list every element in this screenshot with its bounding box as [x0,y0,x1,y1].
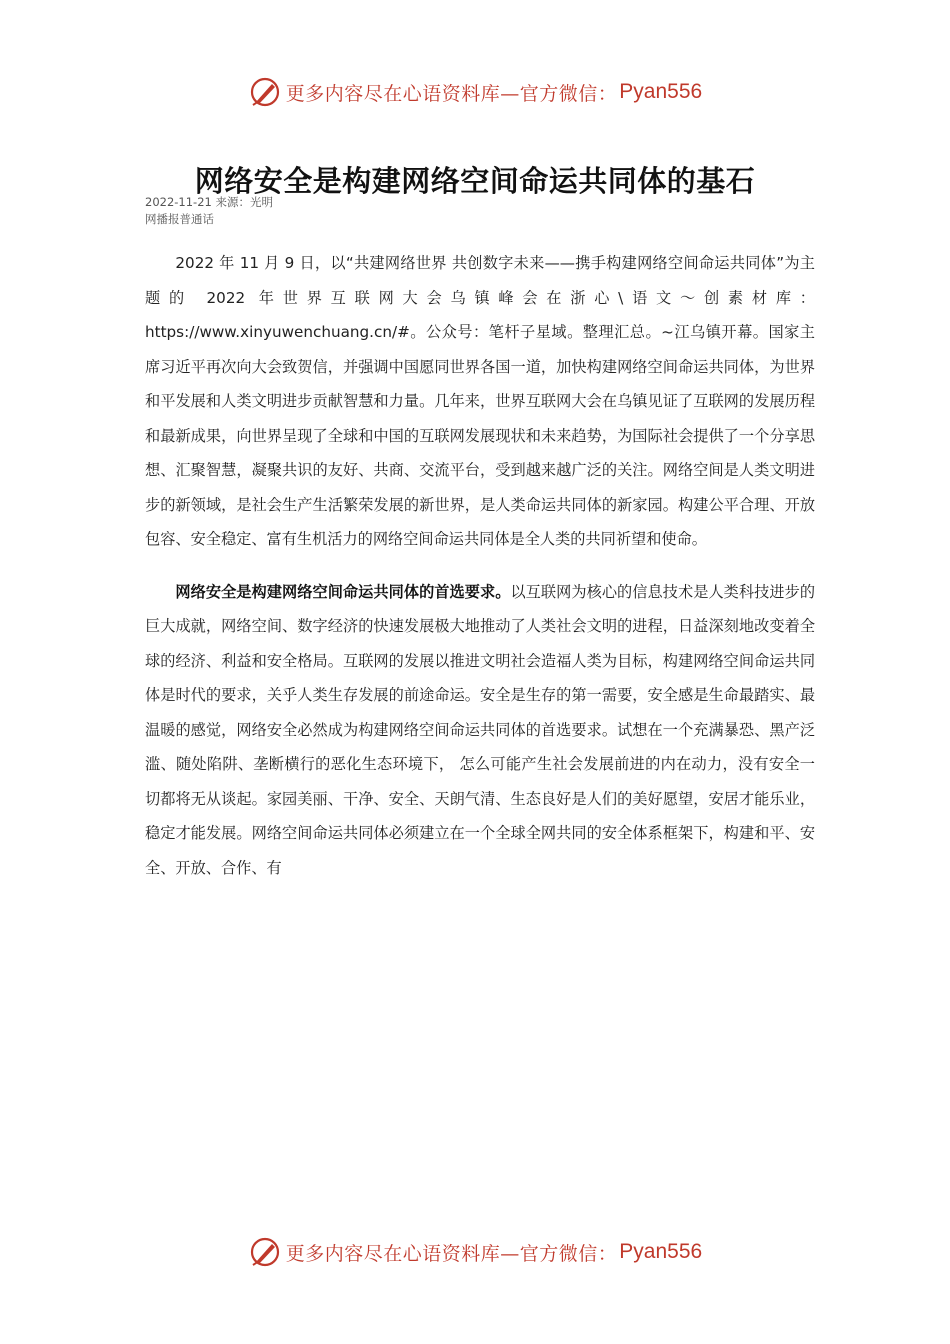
wechat-id: Pyan556 [619,1240,703,1263]
banner-text: 更多内容尽在心语资料库—官方微信： [285,1242,618,1265]
paragraph-2-lead: 网络安全是构建网络空间命运共同体的首选要求。 [175,582,511,601]
paragraph-1: 2022 年 11 月 9 日，以“共建网络世界 共创数字未来——携手构建网络空间命运共同体”为主题的 2022 年世界互联网大会乌镇峰会在浙心\语文～创素材库：https://www.xinyuwenchuang.cn/#。公众号：笔杆子星域。整理汇总。~江乌镇开幕。国家主席习近平再次向大会致贺信，并强调中国愿同世界各国一道，加快构建网络空间命运共同体，为世界和平发展和人类文明进步贡献智慧和力量。几年来，世界互联网大会在乌镇见证了互联网的发展历程和最新成果，向世界呈现了全球和中国的互联网发展现状和未来趋势，为国际社会提供了一个分享思想、汇聚智慧，凝聚共识的友好、共商、交流平台，受到越来越广泛的关注。网络空间是人类文明进步的新领域，是社会生产生活繁荣发展的新世界，是人类命运共同体的新家园。构建公平合理、开放包容、安全稳定、富有生机活力的网络空间命运共同体是全人类的共同祈望和使命。 [145,254,815,548]
paragraph-2-text: 以互联网为核心的信息技术是人类科技进步的巨大成就，网络空间、数字经济的快速发展极大地推动了人类社会文明的进程，日益深刻地改变着全球的经济、利益和安全格局。互联网的发展以推进文明社会造福人类为目标，构建网络空间命运共同体是时代的要求，关乎人类生存发展的前途命运。安全是生存的第一需要，安全感是生命最踏实、最温暖的感觉，网络安全必然成为构建网络空间命运共同体的首选要求。试想在一个充满暴恐、黑产泛滥、随处陷阱、垄断横行的恶化生态环境下， 怎么可能产生社会发展前进的内在动力，没有安全一切都将无从谈起。家园美丽、干净、安全、天朗气清、生态良好是人们的美好愿望，安居才能乐业，稳定才能发展。网络空间命运共同体必须建立在一个全球全网共同的安全体系框架下，构建和平、安全、开放、合作、有 [145,582,816,877]
quill-logo-icon [248,1235,282,1269]
footer-banner [0,1232,950,1272]
article-meta [145,194,273,228]
article-body [145,246,815,903]
article-title: 网络安全是构建网络空间命运共同体的基石 [194,164,756,199]
date-source: 2022-11-21 来源：光明 [145,195,273,209]
meta-sub: 网播报普通话 [145,212,214,226]
header-banner [0,72,950,112]
banner-text: 更多内容尽在心语资料库—官方微信： [285,82,618,105]
paragraph-2 [145,575,815,886]
wechat-id: Pyan556 [619,80,703,103]
quill-logo-icon [248,75,282,109]
